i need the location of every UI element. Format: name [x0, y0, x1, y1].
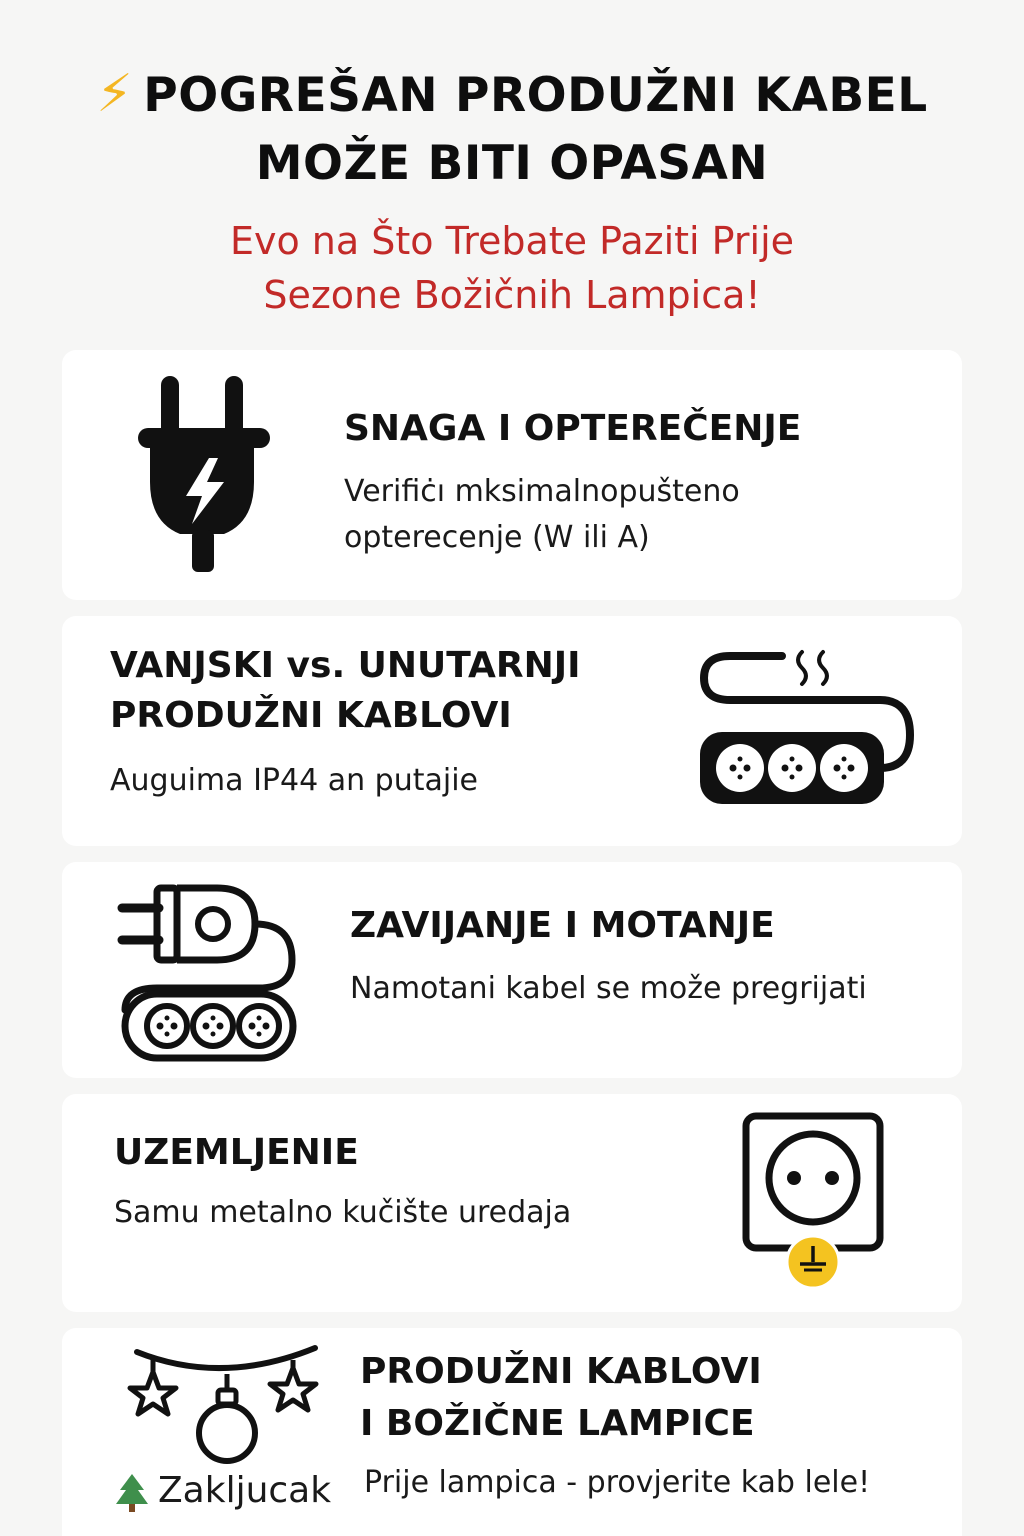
card-christmas-lights-title-line-1: PRODUŽNI KABLOVI	[360, 1351, 762, 1392]
card-outdoor-indoor-title-line-2: PRODUŽNI KABLOVI	[110, 695, 512, 736]
card-power-load-description	[344, 469, 740, 561]
card-christmas-lights	[62, 1328, 962, 1536]
grounded-socket-icon	[738, 1108, 888, 1298]
page-subtitle	[0, 214, 1024, 322]
card-grounding-title: UZEMLJENIE	[114, 1132, 359, 1173]
card-outdoor-indoor-title-line-1: VANJSKI vs. UNUTARNJI	[110, 645, 581, 686]
christmas-lights-icon	[117, 1338, 327, 1468]
card-power-load-desc-line-2: opterecenje (W ili A)	[344, 520, 650, 555]
page-title-line-2: MOŽE BITI OPASAN	[255, 136, 769, 191]
card-power-load-desc-line-1: Verifiċı mksimalnopušteno	[344, 474, 740, 509]
subtitle-line-2: Sezone Božičnih Lampica!	[263, 273, 761, 317]
christmas-tree-icon	[114, 1472, 150, 1514]
card-outdoor-indoor-description: Auguima IP44 an putajie	[110, 763, 478, 798]
lightning-bolt-icon: ⚡	[96, 64, 134, 124]
card-coiling-description: Namotani kabel se može pregrijati	[350, 971, 867, 1006]
card-grounding	[62, 1094, 962, 1312]
header	[0, 60, 1024, 322]
conclusion-label: Zakljucak	[158, 1470, 332, 1511]
power-plug-icon	[132, 372, 282, 577]
card-grounding-description: Samu metalno kučište uredaja	[114, 1195, 572, 1230]
power-strip-heat-icon	[690, 640, 920, 820]
page-title-text-1: POGREŠAN PRODUŽNI KABEL	[143, 68, 928, 123]
card-outdoor-indoor	[62, 616, 962, 846]
card-outdoor-indoor-title	[110, 641, 581, 741]
card-coiling	[62, 862, 962, 1078]
card-christmas-lights-title	[360, 1346, 762, 1450]
card-power-load	[62, 350, 962, 600]
subtitle-line-1: Evo na Što Trebate Paziti Prije	[229, 219, 795, 263]
card-power-load-title: SNAGA I OPTEREČENJE	[344, 408, 802, 449]
page-title-line-1	[0, 60, 1024, 130]
coiled-extension-cord-icon	[117, 880, 307, 1065]
conclusion-text: Prije lampica - provjerite kab lele!	[364, 1465, 871, 1500]
card-coiling-title: ZAVIJANJE I MOTANJE	[350, 905, 775, 946]
card-christmas-lights-title-line-2: I BOŽIČNE LAMPICE	[360, 1403, 755, 1444]
